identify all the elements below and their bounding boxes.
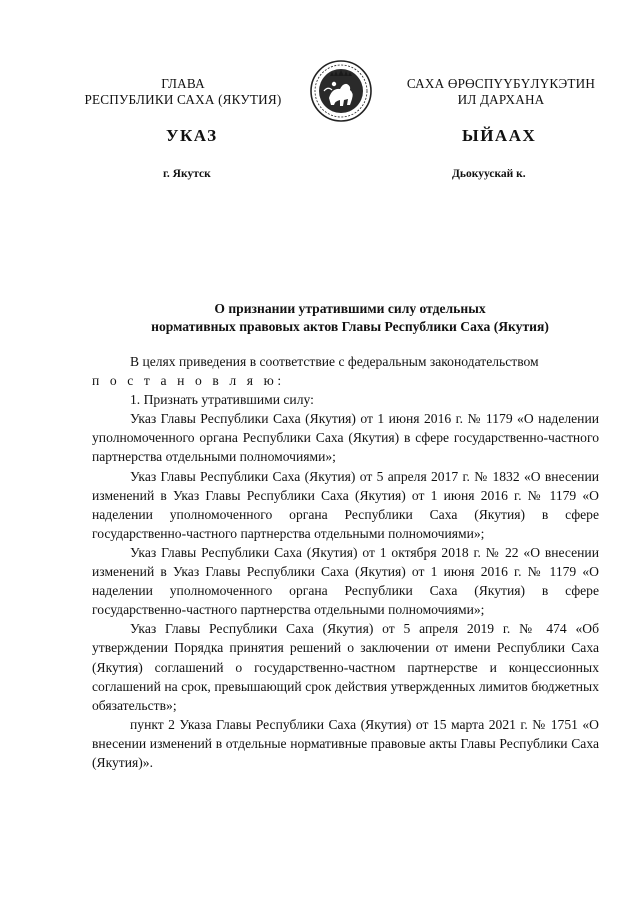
coat-of-arms-sakha-icon [310, 60, 372, 122]
intro-paragraph: В целях приведения в соответствие с федеральным законодательством [130, 354, 539, 369]
header-left [78, 76, 288, 108]
document-title [90, 300, 610, 336]
repealed-act-3: Указ Главы Республики Саха (Якутия) от 1 октября 2018 г. № 22 «О внесении изменений в Указ Главы Республики Саха (Якутия) от 1 июня 2016 г. № 1179 «О наделении уполномоченного органа Республики Саха (Якутия) в сфере государственно-частного партнерства отдельными полномочиями»; [92, 544, 599, 618]
header-right [390, 76, 612, 108]
doc-type-sakha: ЫЙААХ [462, 126, 537, 145]
repealed-act-4: Указ Главы Республики Саха (Якутия) от 5 апреля 2019 г. № 474 «Об утверждении Порядка принятия решений о заключении от имени Республики Саха (Якутия) соглашений о государственно-частном партнерстве и концессионных соглашений на срок, превышающий срок действия утвержденных лимитов бюджетных обязательств»; [92, 621, 599, 713]
doc-type-ru: УКАЗ [166, 126, 218, 145]
document-body [92, 352, 599, 772]
header-left-line2: РЕСПУБЛИКИ САХА (ЯКУТИЯ) [84, 92, 282, 107]
repealed-act-1: Указ Главы Республики Саха (Якутия) от 1 июня 2016 г. № 1179 «О наделении уполномоченного органа Республики Саха (Якутия) в сфере государственно-частного партнерства отдельными полномочиями»; [92, 411, 599, 465]
item-1: 1. Признать утратившими силу: [130, 392, 314, 408]
header-left-line1: ГЛАВА [161, 76, 205, 91]
repealed-act-2: Указ Главы Республики Саха (Якутия) от 5 апреля 2017 г. № 1832 «О внесении изменений в Указ Главы Республики Саха (Якутия) от 1 июня 2016 г. № 1179 «О наделении уполномоченного органа Республики Саха (Якутия) в сфере государственно-частного партнерства отдельными полномочиями»; [92, 468, 599, 541]
decree-word: п о с т а н о в л я ю: [92, 373, 285, 389]
repealed-act-5: пункт 2 Указа Главы Республики Саха (Якутия) от 15 марта 2021 г. № 1751 «О внесении изменений в отдельные нормативные правовые акты Главы Республики Саха (Якутия)». [92, 716, 599, 770]
title-line2: нормативных правовых актов Главы Республики Саха (Якутия) [151, 319, 549, 334]
title-line1: О признании утратившими силу отдельных [214, 301, 486, 316]
city-ru: г. Якутск [163, 168, 211, 180]
header-right-line2: ИЛ ДАРХАНА [457, 92, 545, 107]
header-right-line1: САХА ӨРӨСПҮҮБҮЛҮКЭТИН [406, 76, 596, 91]
city-sakha: Дьокуускай к. [452, 168, 526, 180]
